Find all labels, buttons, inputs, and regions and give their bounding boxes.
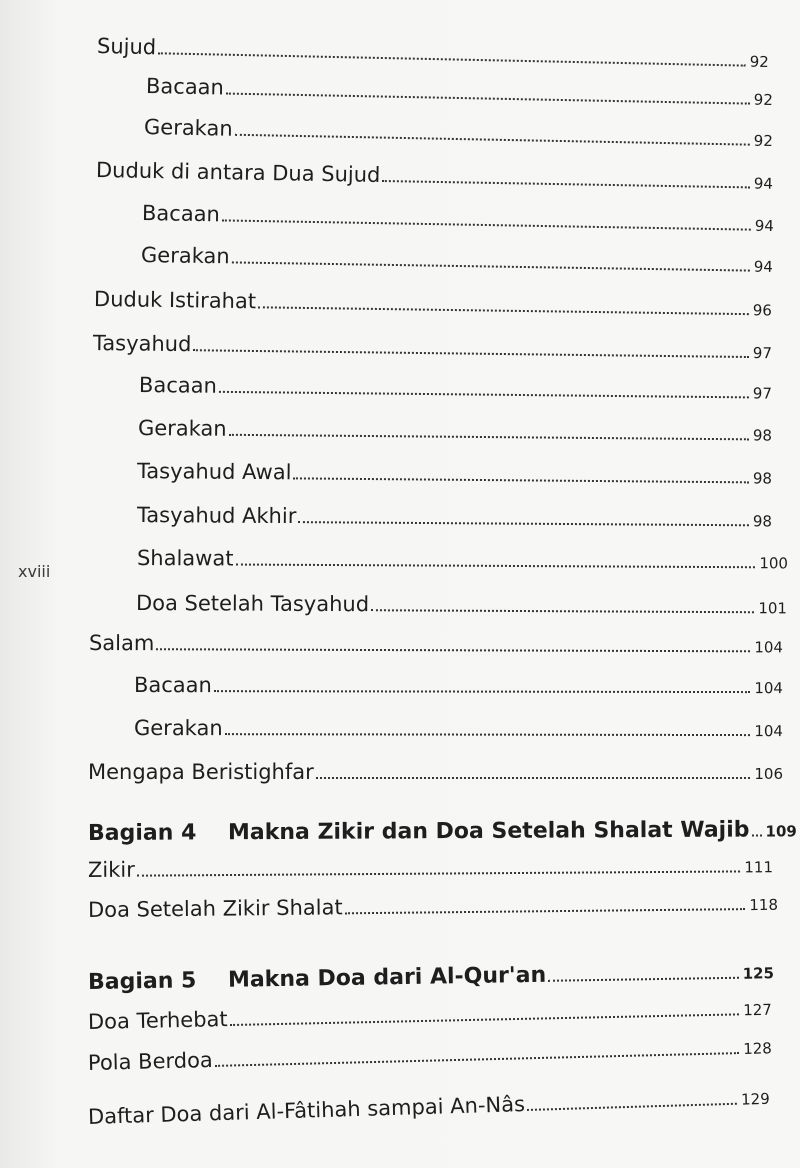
leader-dots bbox=[229, 434, 749, 441]
leader-dots bbox=[222, 219, 751, 230]
leader-dots bbox=[258, 306, 749, 315]
toc-entry bbox=[138, 418, 772, 445]
toc-entry-page: 106 bbox=[754, 765, 783, 783]
toc-entry-label: Sujud bbox=[96, 34, 157, 60]
leader-dots bbox=[382, 180, 749, 188]
toc-entry-label: Bacaan bbox=[141, 201, 221, 227]
toc-entry bbox=[136, 593, 787, 617]
leader-dots bbox=[156, 648, 750, 652]
leader-dots bbox=[214, 690, 750, 693]
leader-dots bbox=[298, 521, 749, 526]
toc-entry-label: Gerakan bbox=[143, 115, 233, 141]
toc-entry bbox=[88, 998, 772, 1033]
toc-entry bbox=[134, 718, 783, 740]
leader-dots bbox=[527, 1103, 737, 1111]
toc-entry-label: Bacaan bbox=[138, 373, 218, 398]
toc-entry bbox=[144, 117, 773, 150]
toc-entry-label: Duduk Istirahat bbox=[93, 287, 257, 314]
page-folio: xviii bbox=[18, 562, 51, 581]
toc-entry-label: Doa Terhebat bbox=[87, 1007, 228, 1034]
toc-part-heading bbox=[88, 961, 774, 994]
toc-entry bbox=[97, 36, 769, 71]
part-number: Bagian 5 bbox=[87, 968, 197, 995]
leader-dots bbox=[230, 1013, 740, 1026]
part-title: Makna Zikir dan Doa Setelah Shalat Wajib bbox=[227, 817, 750, 846]
leader-dots bbox=[219, 391, 749, 399]
leader-dots bbox=[137, 870, 740, 876]
toc-entry bbox=[137, 548, 788, 572]
toc-entry-label: Gerakan bbox=[137, 416, 227, 441]
toc-entry-page: 94 bbox=[753, 257, 774, 276]
toc-entry-page: 109 bbox=[765, 822, 797, 841]
toc-entry-page: 98 bbox=[752, 426, 773, 445]
leader-dots bbox=[316, 777, 751, 779]
toc-entry bbox=[139, 375, 772, 403]
toc-part-heading bbox=[87, 817, 797, 846]
toc-entry-page: 94 bbox=[754, 216, 775, 236]
toc-entry bbox=[137, 461, 772, 488]
toc-entry-page: 128 bbox=[742, 1039, 773, 1058]
leader-dots bbox=[232, 261, 750, 271]
toc-entry-page: 92 bbox=[753, 131, 774, 151]
leader-dots bbox=[371, 609, 754, 613]
leader-dots bbox=[225, 733, 751, 736]
toc-entry-page: 104 bbox=[754, 722, 784, 741]
toc-entry-page: 125 bbox=[742, 964, 775, 983]
leader-dots bbox=[235, 134, 750, 146]
part-heading-label bbox=[87, 817, 750, 846]
leader-dots bbox=[548, 977, 738, 982]
toc-entry bbox=[88, 893, 778, 921]
leader-dots bbox=[193, 349, 748, 358]
part-number: Bagian 4 bbox=[87, 820, 197, 846]
toc-entry-page: 129 bbox=[740, 1089, 771, 1109]
leader-dots bbox=[752, 834, 762, 836]
toc-entry-label: Doa Setelah Zikir Shalat bbox=[87, 895, 343, 922]
leader-dots bbox=[293, 477, 748, 483]
toc-entry-page: 92 bbox=[753, 90, 774, 110]
toc-entry-label: Duduk di antara Dua Sujud bbox=[95, 158, 381, 187]
toc-entry-page: 104 bbox=[754, 679, 784, 698]
leader-dots bbox=[158, 52, 746, 66]
leader-dots bbox=[215, 1052, 739, 1067]
toc-entry-page: 92 bbox=[749, 52, 770, 72]
toc-entry-label: Tasyahud Awal bbox=[136, 459, 292, 485]
toc-entry bbox=[142, 203, 774, 235]
toc-entry bbox=[134, 675, 783, 697]
toc-entry bbox=[93, 333, 772, 362]
toc-entry bbox=[89, 633, 783, 656]
toc-entry-label: Tasyahud bbox=[92, 331, 192, 357]
toc-entry-page: 97 bbox=[752, 344, 773, 363]
toc-entry bbox=[88, 855, 773, 881]
toc-entry-label: Daftar Doa dari Al-Fâtihah sampai An-Nâs bbox=[87, 1092, 526, 1129]
toc-entry-page: 98 bbox=[752, 469, 773, 488]
toc-entry bbox=[146, 76, 773, 109]
toc-entry-page: 104 bbox=[754, 638, 784, 657]
toc-entry-page: 118 bbox=[749, 895, 779, 915]
toc-entry bbox=[137, 505, 772, 530]
toc-entry-label: Pola Berdoa bbox=[87, 1047, 214, 1075]
toc-entry-label: Gerakan bbox=[140, 243, 230, 269]
toc-entry-page: 94 bbox=[753, 174, 774, 193]
toc-entry-page: 96 bbox=[752, 301, 773, 320]
leader-dots bbox=[226, 93, 750, 105]
toc-entry-page: 97 bbox=[752, 384, 773, 403]
toc-entry bbox=[96, 160, 773, 193]
toc-entry-label: Bacaan bbox=[145, 74, 225, 100]
toc-entry-label: Bacaan bbox=[133, 673, 212, 698]
toc-entry-label: Salam bbox=[88, 631, 155, 656]
toc-entry-label: Mengapa Beristighfar bbox=[88, 760, 314, 784]
toc-entry-page: 101 bbox=[758, 599, 788, 618]
part-heading-label bbox=[87, 962, 547, 995]
toc-entry-page: 98 bbox=[752, 512, 773, 531]
toc-entry bbox=[88, 1087, 770, 1128]
toc-entry-label: Gerakan bbox=[133, 716, 223, 741]
toc-entry-label: Zikir bbox=[87, 857, 135, 882]
toc-entry-label: Doa Setelah Tasyahud bbox=[135, 591, 370, 617]
toc-entry bbox=[88, 1036, 772, 1074]
toc-entry bbox=[88, 762, 783, 783]
leader-dots bbox=[235, 564, 755, 569]
toc-entry-page: 100 bbox=[759, 554, 789, 573]
toc-entry-page: 111 bbox=[744, 858, 774, 877]
part-title: Makna Doa dari Al-Qur'an bbox=[227, 962, 547, 993]
leader-dots bbox=[345, 908, 746, 914]
toc-entry-label: Tasyahud Akhir bbox=[136, 503, 297, 529]
toc-entry bbox=[141, 245, 773, 276]
toc-entry bbox=[94, 289, 772, 319]
toc-entry-page: 127 bbox=[743, 1000, 773, 1020]
toc-entry-label: Shalawat bbox=[136, 546, 234, 571]
